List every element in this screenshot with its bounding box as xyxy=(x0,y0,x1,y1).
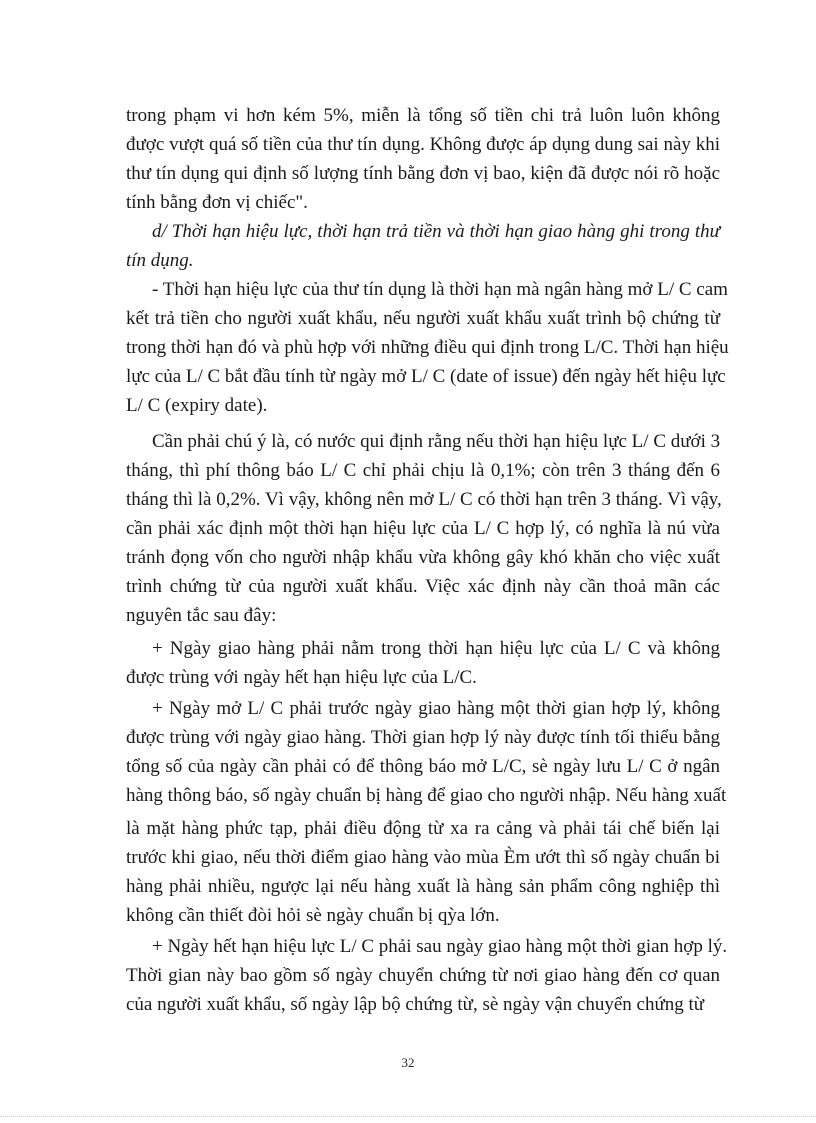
text-line: kết trả tiền cho người xuất khẩu, nếu người xuất khẩu xuất trình bộ chứng từ xyxy=(126,308,720,329)
text-line: không cần thiết đòi hỏi sè ngày chuẩn bị qỳa lớn. xyxy=(126,905,500,926)
text-line: Cần phải chú ý là, có nước qui định rằng nếu thời hạn hiệu lực L/ C dưới 3 xyxy=(152,431,721,452)
text-line: tính bằng đơn vị chiếc". xyxy=(126,192,308,213)
text-line: thư tín dụng qui định số lượng tính bằng đơn vị bao, kiện đã được nói rõ hoặc xyxy=(126,163,720,184)
text-line: Thời gian này bao gồm số ngày chuyển chứng từ nơi giao hàng đến cơ quan xyxy=(126,965,720,986)
text-line: là mặt hàng phức tạp, phải điều động từ xa ra cảng và phải tái chế biến lại xyxy=(126,818,720,839)
text-line: nguyên tắc sau đây: xyxy=(126,605,277,626)
text-line: trong phạm vi hơn kém 5%, miễn là tổng số tiền chi trả luôn luôn không xyxy=(126,105,720,126)
text-line: được trùng với ngày giao hàng. Thời gian hợp lý này được tính tối thiểu bằng xyxy=(126,727,720,748)
text-line: tổng số của ngày cần phải có để thông báo mở L/C, sè ngày lưu L/ C ở ngân xyxy=(126,756,720,777)
text-line: của người xuất khẩu, số ngày lập bộ chứng từ, sè ngày vận chuyển chứng từ xyxy=(126,994,705,1015)
text-line: tháng thì là 0,2%. Vì vậy, không nên mở L/ C có thời hạn trên 3 tháng. Vì vậy, xyxy=(126,489,722,510)
text-line: lực của L/ C bắt đầu tính từ ngày mở L/ C (date of issue) đến ngày hết hiệu lực xyxy=(126,366,726,387)
text-line: cần phải xác định một thời hạn hiệu lực của L/ C hợp lý, có nghĩa là nú vừa xyxy=(126,518,720,539)
text-line: + Ngày giao hàng phải nằm trong thời hạn hiệu lực của L/ C và không xyxy=(152,638,720,659)
section-heading-continued: tín dụng. xyxy=(126,250,194,271)
text-line: hàng thông báo, số ngày chuẩn bị hàng để giao cho người nhập. Nếu hàng xuất xyxy=(126,785,727,806)
text-line: trong thời hạn đó và phù hợp với những điều qui định trong L/C. Thời hạn hiệu xyxy=(126,337,729,358)
page-number: 32 xyxy=(401,1055,415,1070)
text-line: + Ngày hết hạn hiệu lực L/ C phải sau ngày giao hàng một thời gian hợp lý. xyxy=(152,936,728,957)
text-line: tháng, thì phí thông báo L/ C chỉ phải chịu là 0,1%; còn trên 3 tháng đến 6 xyxy=(126,460,720,481)
text-line: + Ngày mở L/ C phải trước ngày giao hàng một thời gian hợp lý, không xyxy=(152,698,720,719)
section-heading: d/ Thời hạn hiệu lực, thời hạn trả tiền và thời hạn giao hàng ghi trong thư xyxy=(152,221,720,242)
text-line: trước khi giao, nếu thời điểm giao hàng vào mùa Èm ướt thì số ngày chuẩn bi xyxy=(126,847,720,868)
text-line: hàng phải nhiều, ngược lại nếu hàng xuất là hàng sản phẩm công nghiệp thì xyxy=(126,876,720,897)
text-line: tránh đọng vốn cho người nhập khẩu vừa không gây khó khăn cho việc xuất xyxy=(126,547,720,568)
text-line: trình chứng từ của người xuất khẩu. Việc xác định này cần thoả mãn các xyxy=(126,576,720,597)
page-bottom-rule xyxy=(0,1116,816,1117)
text-line: được vượt quá số tiền của thư tín dụng. Không được áp dụng dung sai này khi xyxy=(126,134,720,155)
text-line: L/ C (expiry date). xyxy=(126,395,268,416)
text-line: - Thời hạn hiệu lực của thư tín dụng là thời hạn mà ngân hàng mở L/ C cam xyxy=(152,279,728,300)
text-line: được trùng với ngày hết hạn hiệu lực của L/C. xyxy=(126,667,477,688)
